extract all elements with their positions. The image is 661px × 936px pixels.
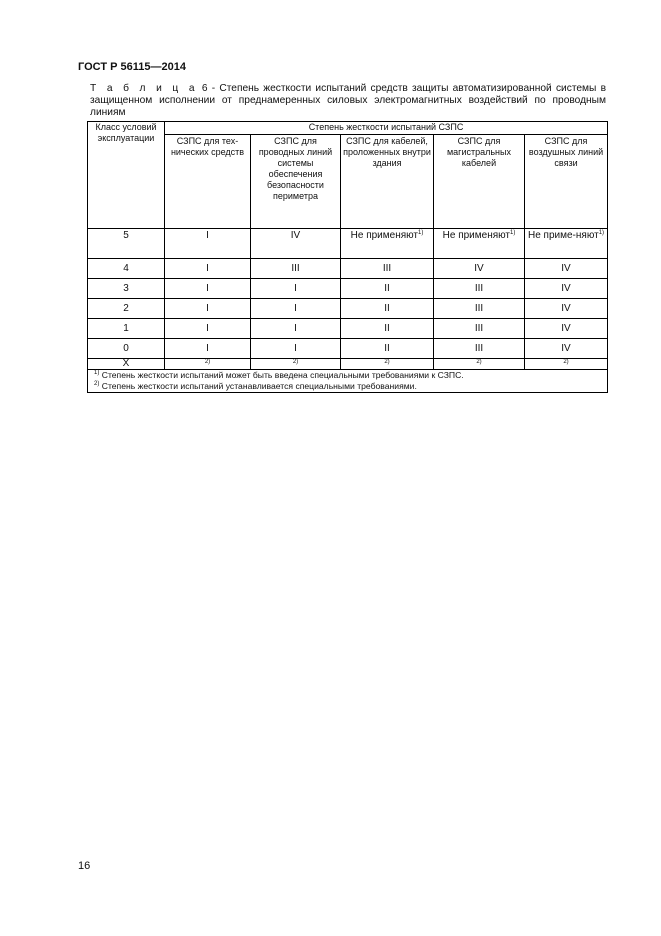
cell-value: I [251,299,341,319]
footnote-mark: 2) [292,359,299,365]
cell-value: III [434,299,525,319]
cell-value: II [341,299,434,319]
footnote-mark: 2) [384,359,390,365]
cell-value: II [341,339,434,359]
table-row [88,299,608,319]
cell-value: I [251,279,341,299]
test-severity-table [87,121,608,393]
cell-value: IV [251,229,341,259]
cell-text: Не применяют [350,230,418,241]
note-1 [94,370,604,381]
table-row [88,259,608,279]
note-text: Степень жесткости испытаний устанавливается специальными требованиями. [101,381,417,391]
cell-class: 3 [88,279,165,299]
cell-class: X [88,359,165,370]
footnote-mark: 2) [563,359,569,365]
cell-value [525,359,608,370]
cell-value: I [165,279,251,299]
cell-value: IV [525,299,608,319]
table-row [88,319,608,339]
cell-class: 4 [88,259,165,279]
table-row [88,279,608,299]
note-text: Степень жесткости испытаний может быть введена специальными требованиями к СЗПС. [101,370,464,380]
cell-value [251,359,341,370]
cell-class: 1 [88,319,165,339]
cell-value: III [434,279,525,299]
subheader-overhead-lines: СЗПС для воздушных линий связи [525,135,608,229]
cell-class: 5 [88,229,165,259]
cell-text: Не применяют [442,230,510,241]
cell-value [434,229,525,259]
cell-class: 0 [88,339,165,359]
cell-value: IV [525,259,608,279]
cell-value: II [341,279,434,299]
table-row [88,339,608,359]
cell-value: I [165,229,251,259]
cell-value: IV [434,259,525,279]
cell-value: II [341,319,434,339]
note-mark: 1) [94,370,100,376]
cell-value: I [165,299,251,319]
table-row [88,359,608,370]
footnote-mark: 2) [476,359,482,365]
cell-value: IV [525,339,608,359]
page-number: 16 [78,860,91,872]
cell-value [341,229,434,259]
cell-value [165,359,251,370]
footnote-mark: 2) [204,359,211,365]
footnote-mark: 1) [510,230,516,236]
subheader-indoor-cables: СЗПС для кабелей, проложенных внутри здания [341,135,434,229]
cell-value: III [434,339,525,359]
table-caption [90,83,606,118]
cell-value [434,359,525,370]
cell-value: I [251,319,341,339]
note-2 [94,381,604,392]
cell-value: IV [525,279,608,299]
cell-value [341,359,434,370]
cell-value: IV [525,319,608,339]
footnote-mark: 1) [598,230,605,236]
note-mark: 2) [94,381,100,387]
subheader-technical-means: СЗПС для тех-нических средств [165,135,251,229]
subheader-trunk-cables: СЗПС для магистральных кабелей [434,135,525,229]
cell-value: I [165,259,251,279]
cell-value [525,229,608,259]
cell-class: 2 [88,299,165,319]
cell-text: Не приме-няют [527,230,599,241]
footnote-mark: 1) [418,230,424,236]
cell-value: III [251,259,341,279]
table-notes [88,370,608,393]
header-group: Степень жесткости испытаний СЗПС [165,122,608,135]
cell-value: I [165,339,251,359]
cell-value: I [165,319,251,339]
cell-value: III [434,319,525,339]
table-caption-label: Т а б л и ц а [90,83,198,94]
cell-value: I [251,339,341,359]
table-caption-text: 6 - Степень жесткости испытаний средств защиты автоматизированной системы в защищенном исполнении от преднамеренных силовых электромагнитных воздействий по проводным линиям [90,83,606,118]
document-code: ГОСТ Р 56115—2014 [78,61,186,73]
header-class: Класс условий эксплуатации [88,122,165,229]
cell-value: III [341,259,434,279]
subheader-perimeter-lines: СЗПС для проводных линий системы обеспечения безопасности периметра [251,135,341,229]
table-row [88,229,608,259]
